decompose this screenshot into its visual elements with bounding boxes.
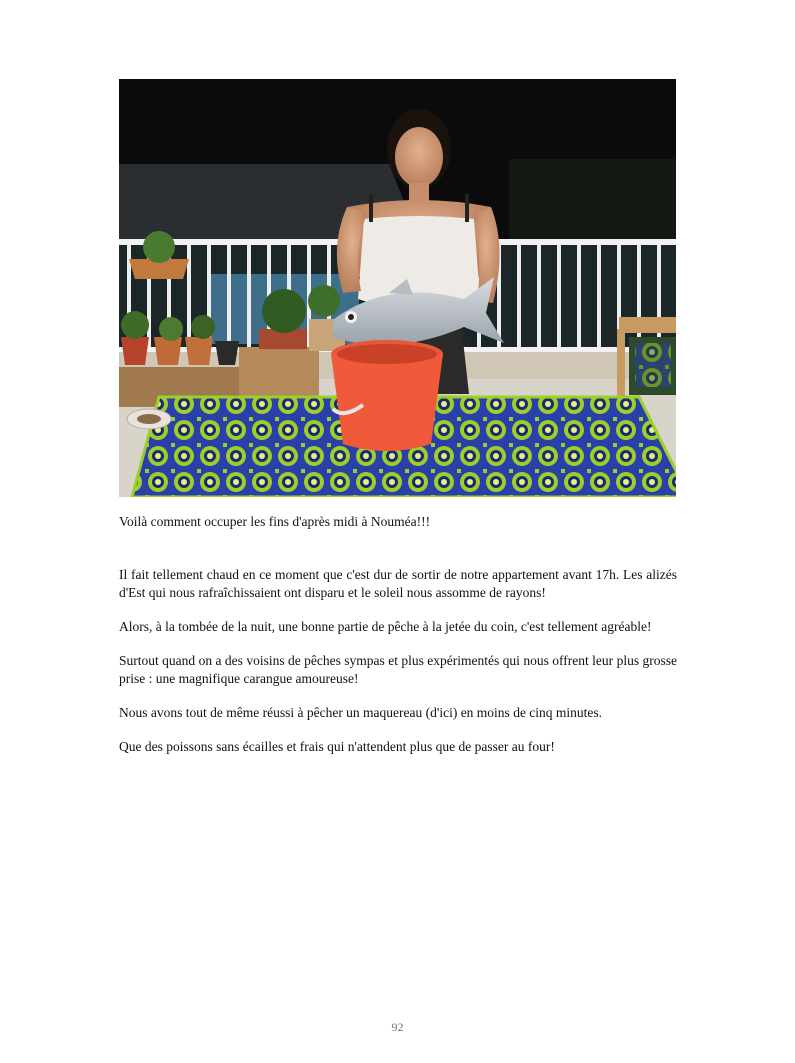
bucket [331,340,443,451]
body-text [119,566,677,772]
paragraph: Alors, à la tombée de la nuit, une bonne partie de pêche à la jetée du coin, c'est tellement agréable! [119,619,652,634]
photo-caption: Voilà comment occuper les fins d'après midi à Nouméa!!! [119,514,431,529]
paragraph: Que des poissons sans écailles et frais qui n'attendent plus que de passer au four! [119,739,555,754]
photo-illustration [119,79,676,497]
photo [119,79,676,497]
paragraph: Surtout quand on a des voisins de pêches sympas et plus expérimentés qui nous offrent leur plus grosse prise : une magnifique carangue amoureuse! [119,653,677,686]
page-number: 92 [391,1020,404,1034]
paragraph: Nous avons tout de même réussi à pêcher un maquereau (d'ici) en moins de cinq minutes. [119,705,603,720]
paragraph: Il fait tellement chaud en ce moment que c'est dur de sortir de notre appartement avant 17h. Les alizés d'Est qui nous rafraîchissaient ont disparu et le soleil nous assomme de rayons! [119,567,677,600]
